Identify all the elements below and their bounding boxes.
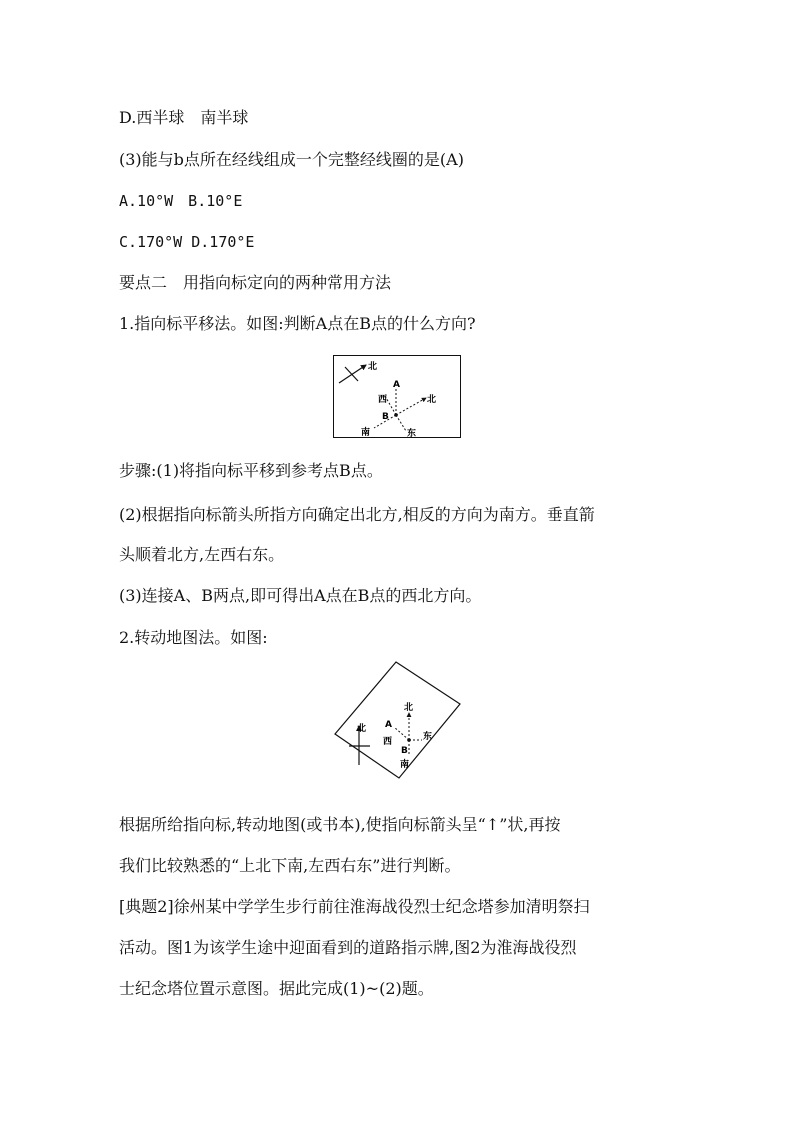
example-2-line-c: 士纪念塔位置示意图。据此完成(1)~(2)题。 [119, 979, 434, 998]
point-b-label: B [382, 412, 389, 422]
example-2-line-a: [典题2]徐州某中学学生步行前往淮海战役烈士纪念塔参加清明祭扫 [119, 897, 590, 916]
north-indicator-arrow [339, 365, 366, 383]
east-label: 东 [423, 732, 433, 742]
figure-2-svg [330, 660, 465, 780]
east-dashed-line [396, 415, 406, 431]
north-marker-label: 北 [357, 724, 367, 734]
question-3-line: (3)能与b点所在经线组成一个完整经线圈的是(A) [119, 150, 464, 169]
south-label: 南 [400, 760, 410, 770]
a-b-dashed-line [394, 727, 409, 740]
step-1-line: 步骤:(1)将指向标平移到参考点B点。 [119, 461, 383, 480]
step-3-line: (3)连接A、B两点,即可得出A点在B点的西北方向。 [119, 586, 482, 605]
north-dashed-arrow [396, 398, 426, 415]
figure-1-diagram [333, 355, 461, 438]
point-b-dot [394, 413, 398, 417]
rotated-map-frame [335, 662, 460, 778]
point-b-dot [407, 738, 411, 742]
step-2-line-b: 头顺着北方,左西右东。 [119, 545, 285, 564]
point-b-label: B [401, 746, 408, 756]
options-cd-line: C.170°W D.170°E [119, 233, 255, 251]
north-label: 北 [404, 703, 414, 713]
point-a-label: A [393, 380, 400, 390]
option-d-line: D.西半球 南半球 [119, 108, 249, 127]
point-a-label: A [385, 720, 392, 730]
method-1-line: 1.指向标平移法。如图:判断A点在B点的什么方向? [119, 314, 476, 333]
south-label: 南 [361, 428, 371, 437]
north-label: 北 [427, 395, 437, 405]
method-2-explain-a: 根据所给指向标,转动地图(或书本),使指向标箭头呈“↑”状,再按 [119, 815, 561, 834]
section-heading: 要点二 用指向标定向的两种常用方法 [119, 273, 392, 292]
north-marker-label: 北 [368, 362, 378, 372]
step-2-line-a: (2)根据指向标箭头所指方向确定出北方,相反的方向为南方。垂直箭 [119, 505, 595, 524]
west-label: 西 [378, 395, 388, 405]
example-2-line-b: 活动。图1为该学生途中迎面看到的道路指示牌,图2为淮海战役烈 [119, 938, 577, 957]
west-label: 西 [383, 737, 393, 747]
east-label: 东 [407, 429, 417, 437]
figure-2-diagram [330, 660, 465, 780]
options-ab-line: A.10°W B.10°E [119, 192, 243, 210]
method-2-explain-b: 我们比较熟悉的“上北下南,左西右东”进行判断。 [119, 856, 461, 875]
method-2-line: 2.转动地图法。如图: [119, 628, 268, 647]
north-indicator-crossbar [345, 367, 358, 381]
figure-1-svg [334, 356, 460, 437]
